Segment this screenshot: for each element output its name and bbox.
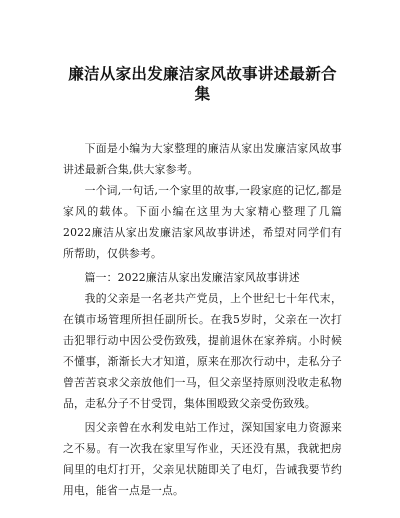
intro-paragraph: 下面是小编为大家整理的廉洁从家出发廉洁家风故事讲述最新合集,供大家参考。 [63,142,342,176]
body-paragraph: 我的父亲是一名老共产党员，上个世纪七十年代末，在镇市场管理所担任副所长。在我5岁时，父亲在一次打击犯罪行动中因公受伤致残，提前退休在家养病。小时候不懂事，渐渐长大才知道，原来在那次行动中，走私分子曾苦苦哀求父亲放他们一马，但父亲坚持原则没收走私物品，走私分子不甘受罚，集体围殴致父亲受伤致残。 [63,292,342,410]
body-paragraph: 因父亲曾在水利发电站工作过，深知国家电力资源来之不易。有一次我在家里写作业，天还没有黑，我就把房间里的电灯打开，父亲见状随即关了电灯，告诫我要节约用电，能省一点是一点。 [63,421,342,497]
section-heading: 篇一：2022廉洁从家出发廉洁家风故事讲述 [84,271,300,284]
body-paragraph: 一个词,一句话,一个家里的故事,一段家庭的记忆,都是家风的载体。下面小编在这里为大家精心整理了几篇2022廉洁从家出发廉洁家风故事讲述，希望对同学们有所帮助，仅供参考。 [63,184,342,260]
document-title: 廉洁从家出发廉洁家风故事讲述最新合集 [68,65,337,103]
